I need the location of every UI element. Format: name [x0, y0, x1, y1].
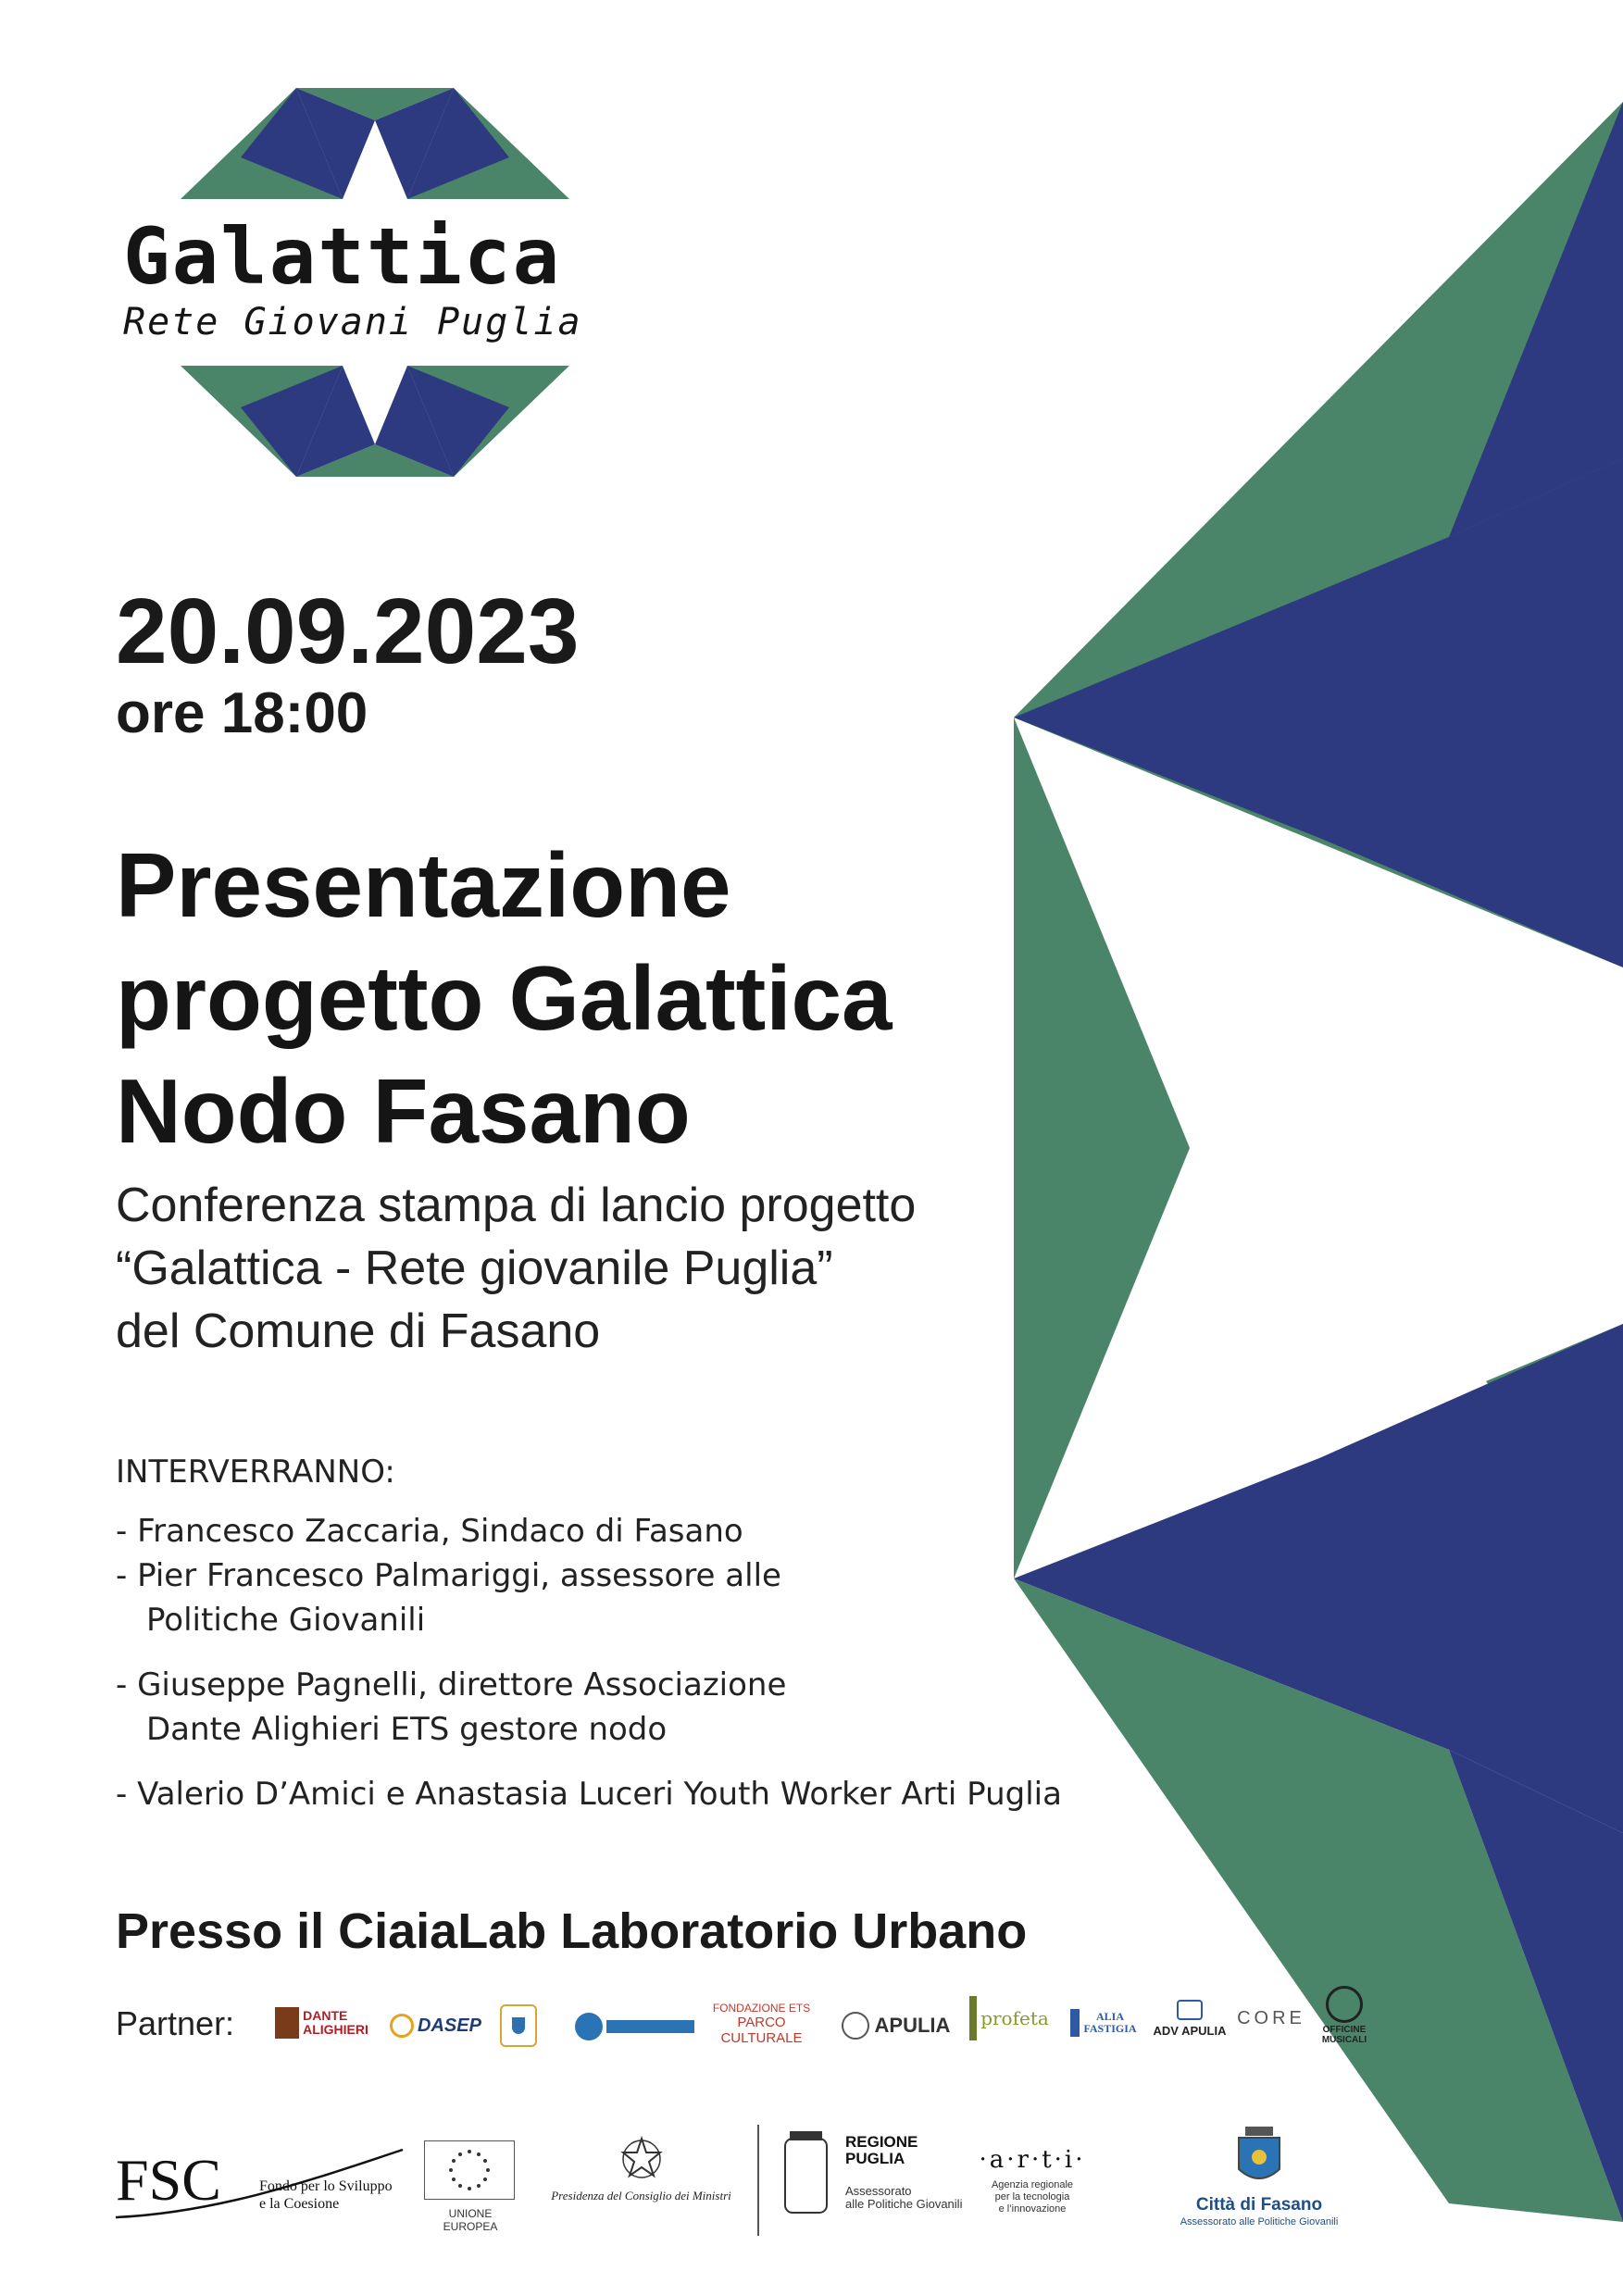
regione-crest-icon — [780, 2129, 831, 2222]
venue: Presso il CiaiaLab Laboratorio Urbano — [116, 1903, 1028, 1959]
eu-stars-icon — [446, 2147, 493, 2193]
speaker-3-cont: Dante Alighieri ETS gestore nodo — [146, 1711, 668, 1748]
partner-university-logo — [574, 2009, 694, 2044]
subtitle-line-3: del Comune di Fasano — [116, 1304, 601, 1358]
citta-di-fasano-logo: Città di Fasano Assessorato alle Politiche Giovanili — [1167, 2125, 1352, 2245]
partner-core-logo: CORE — [1237, 2007, 1305, 2028]
speaker-1: - Francesco Zaccaria, Sindaco di Fasano — [116, 1513, 743, 1550]
regione-puglia-logo: REGIONE PUGLIA Assessorato alle Politiche Giovanili — [780, 2129, 966, 2231]
logo-wordmark: Galattica — [123, 211, 562, 302]
title-line-3: Nodo Fasano — [116, 1060, 691, 1162]
event-title — [116, 829, 1005, 1167]
arti-logo: ·a·r·t·i· Agenzia regionale per la tecnologia e l’innovazione — [979, 2146, 1086, 2215]
partner-officine-musicali-logo: OFFICINE MUSICALI — [1313, 1981, 1376, 2050]
logo-star-top — [181, 88, 569, 199]
speakers-heading: INTERVERRANNO: — [116, 1454, 395, 1491]
subtitle-line-2: “Galattica - Rete giovanile Puglia” — [116, 1242, 833, 1295]
partners-label: Partner: — [116, 2004, 235, 2042]
speaker-2-cont: Politiche Giovanili — [146, 1602, 426, 1639]
partner-dante-alighieri-logo: DANTE ALIGHIERI — [273, 2000, 370, 2046]
speaker-3: - Giuseppe Pagnelli, direttore Associazione — [116, 1666, 787, 1703]
partner-apulia-logo: APULIA — [833, 2007, 958, 2044]
presidenza-logo: Presidenza del Consiglio dei Ministri — [542, 2134, 741, 2222]
title-line-2: progetto Galattica — [116, 947, 893, 1049]
logo-star-bottom — [181, 366, 569, 477]
event-time: ore 18:00 — [116, 681, 368, 745]
partner-adv-apulia-logo: ADV APULIA — [1148, 1990, 1231, 2046]
footer-divider — [757, 2125, 759, 2236]
partner-profeta-logo: profeta — [968, 1990, 1051, 2046]
partner-fondazione-logo: FONDAZIONE ETS PARCO CULTURALE — [712, 2002, 811, 2046]
event-subtitle — [116, 1174, 1005, 1363]
speaker-4: - Valerio D’Amici e Anastasia Luceri Youth Worker Arti Puglia — [116, 1776, 1062, 1813]
eu-logo: UNIONE EUROPEA — [424, 2140, 517, 2224]
subtitle-line-1: Conferenza stampa di lancio progetto — [116, 1179, 917, 1232]
speaker-2: - Pier Francesco Palmariggi, assessore alle — [116, 1557, 781, 1594]
title-line-1: Presentazione — [116, 834, 731, 936]
italy-emblem-icon — [618, 2134, 665, 2185]
fsc-logo: FSC Fondo per lo Sviluppo e la Coesione — [111, 2139, 407, 2222]
partner-icon-logo — [500, 2004, 537, 2047]
partner-alia-fastigia-logo: ALIA FASTIGIA — [1063, 2003, 1144, 2043]
fasano-crest-icon — [1231, 2125, 1287, 2191]
event-date: 20.09.2023 — [116, 580, 580, 683]
partner-dasep-logo: DASEP — [387, 2007, 484, 2044]
logo-subtitle: Rete Giovani Puglia — [123, 301, 582, 343]
